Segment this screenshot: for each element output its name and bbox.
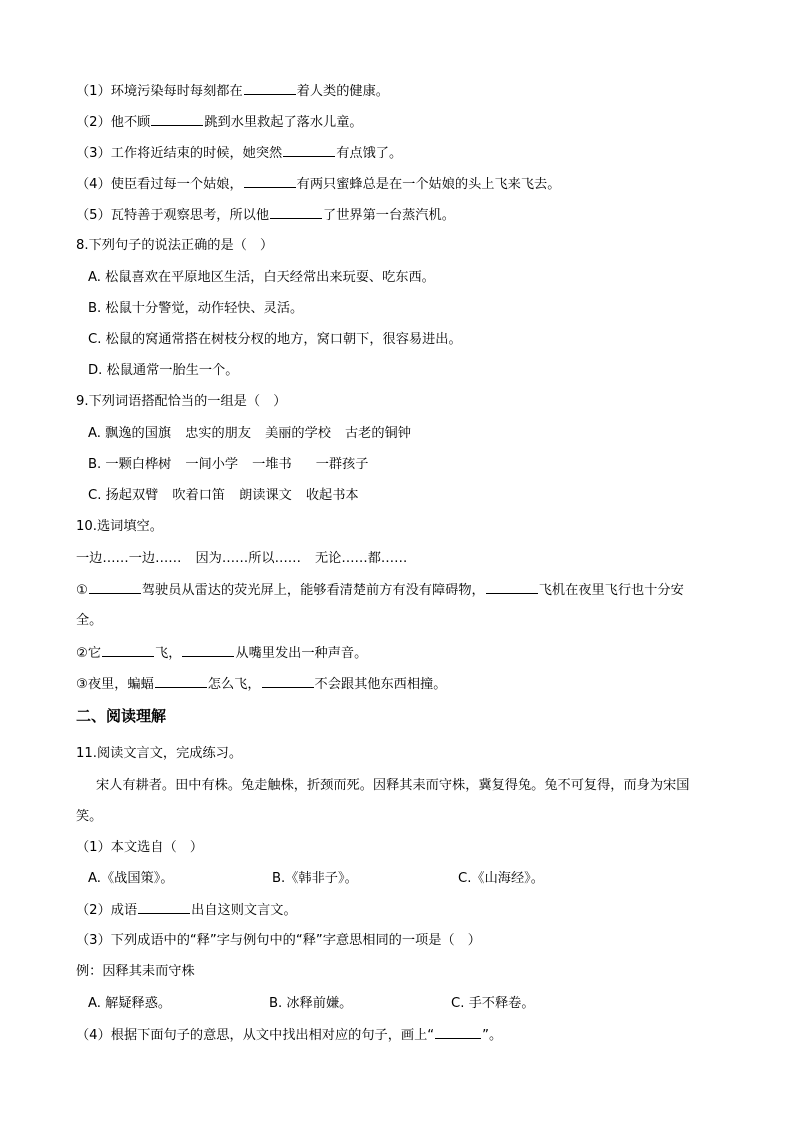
q11-3-stem: （3）下列成语中的“释”字与例句中的“释”字意思相同的一项是（ ）: [76, 933, 481, 948]
q11-1-option-c[interactable]: C.《山海经》。: [458, 871, 544, 886]
q10-item-3: ③夜里，蝙蝠 怎么飞， 不会跟其他东西相撞。: [76, 677, 447, 692]
q8-option-d[interactable]: D. 松鼠通常一胎生一个。: [88, 363, 239, 378]
fill-blank: [102, 644, 154, 657]
q11-1-option-b[interactable]: B.《韩非子》。: [272, 871, 358, 886]
q10-word-bank: 一边……一边…… 因为……所以…… 无论……都……: [76, 551, 408, 566]
q10-item-2: ②它 飞， 从嘴里发出一种声音。: [76, 646, 368, 661]
q8-option-b[interactable]: B. 松鼠十分警觉，动作轻快、灵活。: [88, 301, 304, 316]
q7-item-2: （2）他不顾 跳到水里救起了落水儿童。: [76, 115, 363, 130]
q8-option-a[interactable]: A. 松鼠喜欢在平原地区生活，白天经常出来玩耍、吃东西。: [88, 270, 435, 285]
q8-stem: 8.下列句子的说法正确的是（ ）: [76, 238, 274, 253]
fill-blank: [283, 144, 335, 157]
q11-3-options: [88, 995, 535, 1013]
q7-item-3: （3）工作将近结束的时候，她突然 有点饿了。: [76, 146, 403, 161]
fill-blank: [182, 644, 234, 657]
q11-1-option-a[interactable]: A.《战国策》。: [88, 871, 174, 886]
q10-item-1-cont: 全。: [76, 613, 103, 628]
q11-1-options: [88, 870, 544, 888]
fill-blank: [262, 675, 314, 688]
fill-blank: [89, 581, 141, 594]
q7-item-4: （4）使臣看过每一个姑娘， 有两只蜜蜂总是在一个姑娘的头上飞来飞去。: [76, 177, 561, 192]
q11-4: （4）根据下面句子的意思，从文中找出相对应的句子，画上“ ”。: [76, 1028, 503, 1043]
fill-blank: [244, 82, 296, 95]
fill-blank: [244, 175, 296, 188]
q11-stem: 11.阅读文言文，完成练习。: [76, 746, 243, 761]
q9-option-c[interactable]: C. 扬起双臂 吹着口笛 朗读课文 收起书本: [88, 488, 359, 503]
q9-option-a[interactable]: A. 飘逸的国旗 忠实的朋友 美丽的学校 古老的铜钟: [88, 426, 411, 441]
q8-option-c[interactable]: C. 松鼠的窝通常搭在树枝分杈的地方，窝口朝下，很容易进出。: [88, 332, 462, 347]
fill-blank: [155, 675, 207, 688]
q10-stem: 10.选词填空。: [76, 519, 163, 534]
q7-item-1: （1）环境污染每时每刻都在 着人类的健康。: [76, 84, 389, 99]
q11-1-stem: （1）本文选自（ ）: [76, 840, 204, 855]
fill-blank: [435, 1026, 481, 1039]
q7-item-5: （5）瓦特善于观察思考，所以他 了世界第一台蒸汽机。: [76, 208, 455, 223]
q11-2: （2）成语 出自这则文言文。: [76, 903, 297, 918]
fill-blank: [138, 901, 190, 914]
fill-blank: [151, 113, 203, 126]
passage-line-2: 笑。: [76, 809, 103, 824]
q10-item-1: ① 驾驶员从雷达的荧光屏上，能够看清楚前方有没有障碍物， 飞机在夜里飞行也十分安: [76, 583, 684, 598]
q9-option-b[interactable]: B. 一颗白桦树 一间小学 一堆书 一群孩子: [88, 457, 369, 472]
fill-blank: [270, 206, 322, 219]
passage-line-1: 宋人有耕者。田中有株。兔走触株，折颈而死。因释其耒而守株，冀复得兔。兔不可复得，而身为宋国: [96, 778, 690, 793]
q11-3-option-b[interactable]: B. 冰释前嫌。: [269, 996, 353, 1011]
q11-3-option-a[interactable]: A. 解疑释惑。: [88, 996, 172, 1011]
q11-3-example: 例：因释其耒而守株: [76, 964, 195, 979]
fill-blank: [486, 581, 538, 594]
q9-stem: 9.下列词语搭配恰当的一组是（ ）: [76, 394, 287, 409]
section-heading: 二、阅读理解: [76, 707, 167, 725]
q11-3-option-c[interactable]: C. 手不释卷。: [451, 996, 535, 1011]
